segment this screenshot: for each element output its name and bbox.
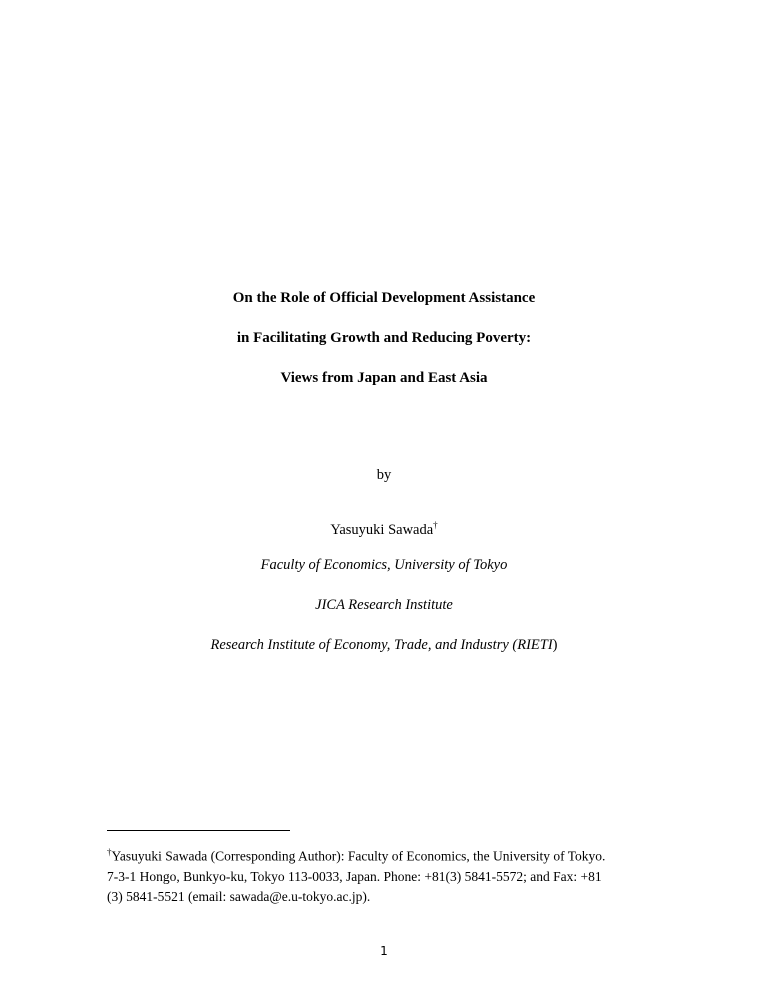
author [0, 516, 768, 539]
footnote-mark: † [107, 847, 112, 857]
affiliation-2: JICA Research Institute [315, 597, 453, 613]
affiliation-3-text: Research Institute of Economy, Trade, and Industry ( [210, 637, 518, 653]
footnote-line-1 [107, 842, 707, 867]
affiliation-1: Faculty of Economics, University of Tokyo [260, 557, 508, 573]
affiliation-3-abbr: RIETI [517, 637, 553, 653]
footnote-text-1: Yasuyuki Sawada (Corresponding Author): Faculty of Economics, the University of Tokyo. [111, 848, 606, 864]
footnote-rule [107, 830, 290, 831]
footnote-line-2: 7-3-1 Hongo, Bunkyo-ku, Tokyo 113-0033, Japan. Phone: +81(3) 5841-5572; and Fax: +81 [107, 868, 602, 884]
by-line: by [376, 467, 392, 483]
affiliation-3-close: ) [552, 637, 558, 653]
page-number: 1 [380, 944, 388, 958]
title-line-1: On the Role of Official Development Assistance [232, 290, 536, 306]
title-line-3: Views from Japan and East Asia [280, 370, 488, 386]
footnote-line-3: (3) 5841-5521 (email: sawada@e.u-tokyo.ac.jp). [107, 888, 371, 904]
affiliation-3 [0, 636, 768, 654]
footnote [107, 842, 707, 907]
author-mark: † [433, 520, 438, 530]
author-name: Yasuyuki Sawada [330, 521, 434, 538]
title-line-2: in Facilitating Growth and Reducing Poverty: [236, 330, 532, 346]
